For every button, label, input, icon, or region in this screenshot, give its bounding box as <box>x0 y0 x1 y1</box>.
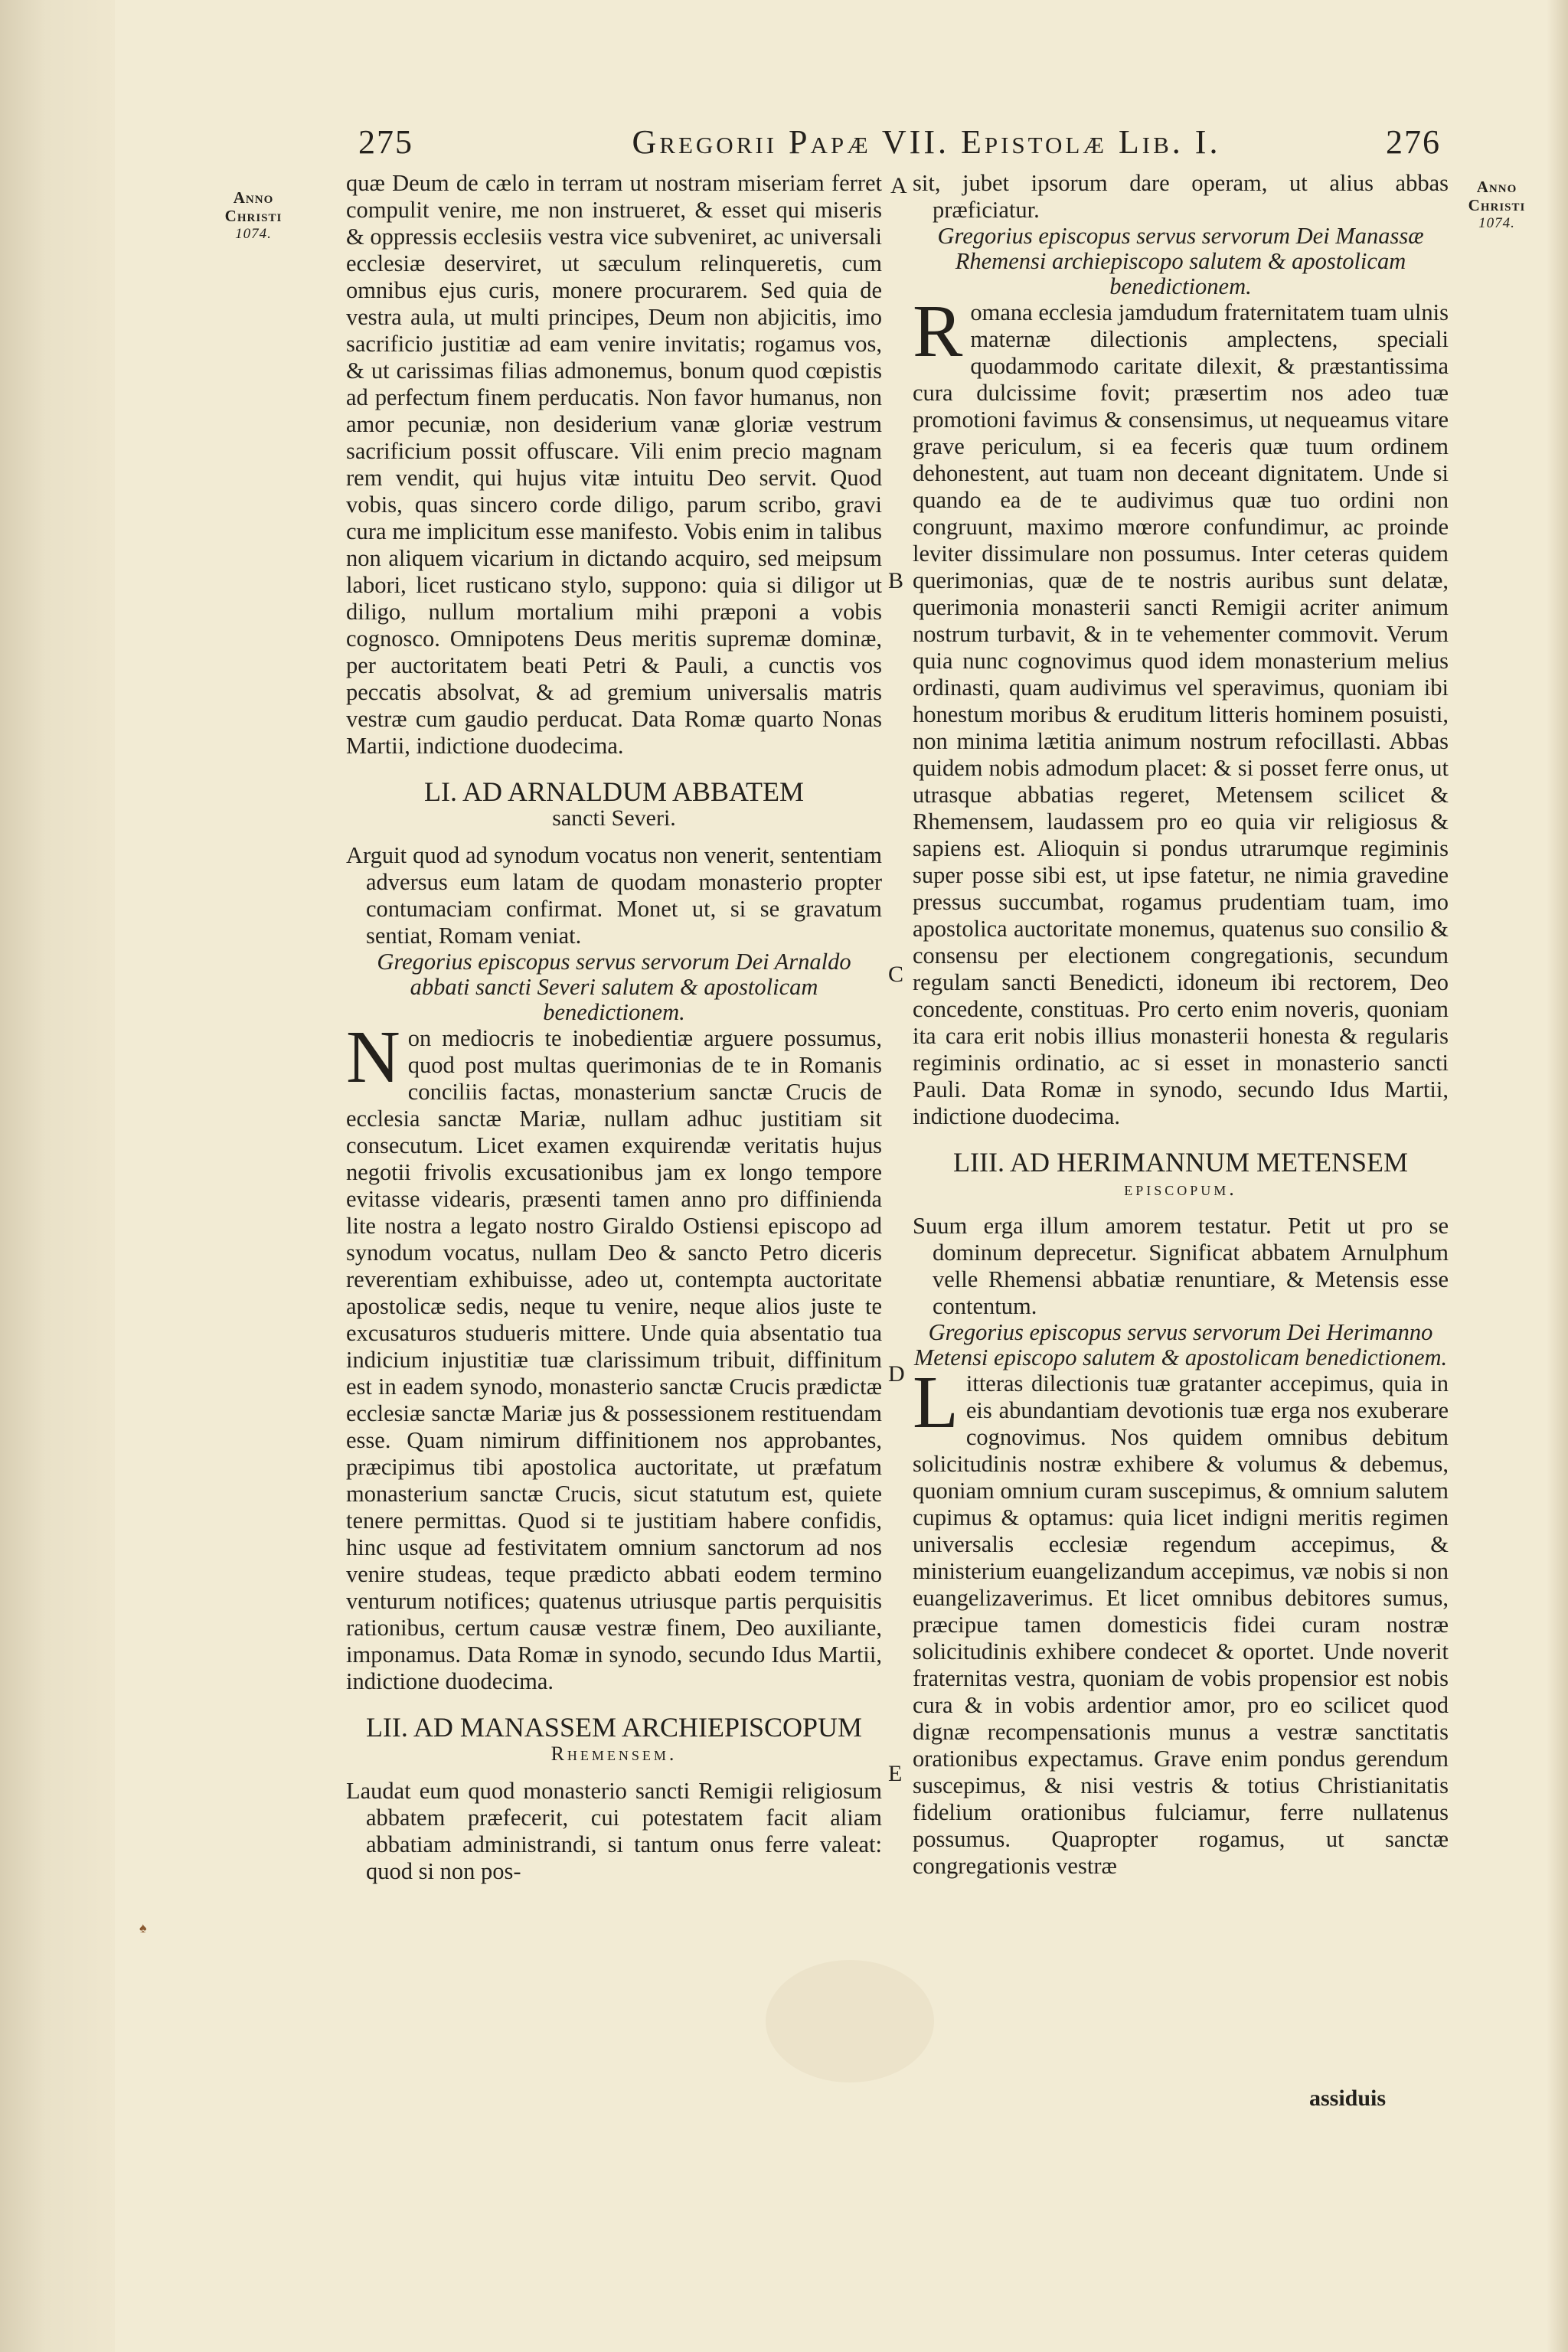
letter-51-subheading: sancti Severi. <box>552 805 676 831</box>
margin-note-year: 1074. <box>1478 215 1515 231</box>
left-column <box>346 170 882 1885</box>
letter-53-heading: LIII. AD HERIMANNUM METENSEM <box>953 1147 1408 1178</box>
letter-51-body: Non mediocris te inobedientiæ arguere possumus, quod post multas querimonias de te in Romanis conciliis factas, monasterium sanctæ Crucis de ecclesia sanctæ Mariæ, nullam adhuc justitiam sit consecutum. Licet examen exquirendæ veritatis hujus negotii frivolis excusationibus jam ex longo tempore evitasse videaris, præsenti tamen anno pro diffinienda lite nostra a legato nostro Giraldo Ostiensi episcopo ad synodum vocatus, nullam Deo & sancto Petro diceris reverentiam exhibuisse, adeo ut, contempta auctoritate apostolicæ sedis, neque tu venire, neque alios juste te excusaturos studueris mittere. Unde quia absentatio tua indicium injustitiæ tuæ clarissimum tribuit, diffinitum est in eadem synodo, monasterio sanctæ Crucis prædictæ ecclesiæ sanctæ Mariæ jus & possessionem restituendam esse. Quam nimirum diffinitionem nos approbantes, præcipimus tibi apostolica auctoritate, ut præfatum monasterium sanctæ Crucis, sicut statutum est, quiete tenere permittas. Quod si te justitiam habere confidis, hinc usque ad festivitatem omnium sanctorum ad nos venire studeas, teque prædicto abbati eodem termino venturum notifices; quatenus utriusque partis perquisitis rationibus, certum causæ vestræ finem, Deo auxiliante, imponamus. Data Romæ in synodo, secundo Idus Martii, indictione duodecima. <box>346 1016 882 1694</box>
section-mark-c: C <box>888 962 904 987</box>
page-number-left: 275 <box>358 123 413 161</box>
paper-stain <box>766 1960 934 2082</box>
running-title: Gregorii Papæ VII. Epistolæ Lib. I. <box>632 123 1221 161</box>
section-mark-e: E <box>888 1761 903 1786</box>
section-mark-a: A <box>890 173 907 198</box>
letter-52-summary: Laudat eum quod monasterio sancti Remigii religiosum abbatem præfecerit, cui potestatem facit aliam abbatiam administrandi, si tantum onus ferre valeat: quod si non pos- <box>346 1778 882 1884</box>
ink-blot-mark: ♠ <box>139 1920 147 1936</box>
letter-51-salutation: Gregorius episcopus servus servorum Dei Arnaldo abbati sancti Severi salutem & apostolicam benedictionem. <box>377 949 851 1025</box>
right-column <box>913 170 1449 1880</box>
letter-51-heading: LI. AD ARNALDUM ABBATEM <box>423 776 805 807</box>
margin-note-christi: Christi <box>1468 196 1526 214</box>
page-edge <box>1547 0 1568 2352</box>
letter-53-salutation: Gregorius episcopus servus servorum Dei Herimanno Metensi episcopo salutem & apostolicam benedictionem. <box>913 1319 1448 1370</box>
section-mark-d: D <box>888 1361 905 1387</box>
margin-note-left <box>211 188 296 243</box>
letter-53-subheading: episcopum. <box>1124 1178 1237 1200</box>
letter-51-summary: Arguit quod ad synodum vocatus non venerit, sententiam adversus eum latam de quodam monasterio propter contumaciam confirmat. Monet ut, si se gravatum sentiat, Romam veniat. <box>346 842 882 949</box>
margin-note-christi: Christi <box>224 207 283 225</box>
margin-note-year: 1074. <box>235 226 272 242</box>
letter-53-body: Litteras dilectionis tuæ gratanter accepimus, quia in eis abundantiam devotionis tuæ erga nos exuberare cognovimus. Nos quidem omnibus debitum solicitudinis nostræ exhibere & volumus & debemus, quoniam omnium curam suscepimus, & omnium salutem cupimus & optamus: quia licet indigni meritis regimen universalis ecclesiæ regendum accepimus, & ministerium euangelizandum accepimus, væ nobis si non euangelizaverimus. Et licet omnibus debitores sumus, præcipue tamen domesticis fidei curam nostræ solicitudinis exhibere condecet & oportet. Unde noverit fraternitas vestra, quoniam de vobis propensior est nobis cura & in vobis ardentior amor, pro eo scilicet quod dignæ recompensationis munus a vestræ sanctitatis orationibus expectamus. Grave enim pondus gerendum suscepimus, & nisi vestris & totius Christianitatis fidelium orationibus fulciamur, ferre nullatenus possumus. Quapropter rogamus, ut sanctæ congregationis vestræ <box>913 1361 1449 1879</box>
margin-note-anno: Anno <box>1476 178 1517 196</box>
page-number-right: 276 <box>1386 123 1441 161</box>
margin-note-right <box>1455 178 1539 233</box>
letter-52-heading: LII. AD MANASSEM ARCHIEPISCOPUM <box>365 1712 863 1743</box>
letter-52-salutation: Gregorius episcopus servus servorum Dei Manassæ Rhemensi archiepiscopo salutem & apostolicam benedictionem. <box>937 223 1424 299</box>
letter-52-body: Romana ecclesia jamdudum fraternitatem tuam ulnis maternæ dilectionis amplectens, speciali quodammodo caritate dilexit, & præstantissima cura dulcissime fovit; præsertim nos adeo tuæ promotioni favimus & consensimus, ut nequeamus vitare grave periculum, si ea feceris quæ tuum ordinem dehonestent, aut tuam non deceant dignitatem. Unde si quando ea de te audivimus quæ tuo ordini non congruunt, maximo mœrore confundimur, ac proinde leviter dissimulare non possumus. Inter ceteras quidem querimonias, quæ de te nostris auribus sunt delatæ, querimonia monasterii sancti Remigii acriter animum nostrum turbavit, & in te vehementer commovit. Verum quia nunc cognovimus quod idem monasterium melius ordinasti, quam audivimus vel speravimus, quoniam ibi honestum moribus & eruditum litteris hominem posuisti, non minima lætitia animum nostrum refocillasti. Abbas quidem nobis admodum placet: & si posset ferre onus, ut utrasque abbatias regeret, Metensem scilicet & Rhemensem, laudassem pro eo quia vir religiosus & sapiens est. Alioquin si pondus utrarumque regiminis super posse sibi est, ut ipse fatetur, ne nimia gravedine pressus succumbat, rogamus prudentiam tuam, imo apostolica auctoritate monemus, quatenus suo consilio & consensu per electionem congregationis, secundum regulam sancti Benedicti, idoneum ibi rectorem, Deo concedente, constituas. Pro certo enim noveris, quoniam ita cara erit nobis illius monasterii honesta & regularis regiminis ordinatio, ac si esset in monasterio sancti Pauli. Data Romæ in synodo, secundo Idus Martii, indictione duodecima. <box>913 290 1449 1129</box>
margin-note-anno: Anno <box>233 188 274 207</box>
binding-gutter <box>0 0 115 2352</box>
letter-50-continuation: quæ Deum de cælo in terram ut nostram miseriam ferret compulit venire, me non instrueret, & esset qui miseris & oppressis ecclesiis vestra vice subveniret, ac universali ecclesiæ deserviret, ut sæculum relinqueretis, cum omnibus ejus curis, monere procurarem. Sed quia de vestra aula, ut multi principes, Deum non abjicitis, imo sacrificio justitiæ ad eam venire invitatis; rogamus vos, & ut carissimas filias admonemus, bonum quod cœpistis ad perfectum finem perducatis. Non favor humanus, non amor pecuniæ, non desiderium vanæ gloriæ vestrum sacrificium possit offuscare. Vili enim precio magnam rem vendit, qui hujus vitæ intuitu Deo servit. Quod vobis, quas sincero corde diligo, parum scribo, gravi cura me implicitum esse manifesto. Vobis enim in talibus non aliquem vicarium in dictando acquiro, sed meipsum labori, licet rusticano stylo, suppono: quia si diligor ut diligo, nullum mortalium mihi præponi a vobis cognosco. Omnipotens Deus meritis supremæ dominæ, per auctoritatem beati Petri & Pauli, a cunctis vos peccatis absolvat, & ad gremium universalis matris vestræ cum gaudio perducat. Data Romæ quarto Nonas Martii, indictione duodecima. <box>346 170 882 759</box>
letter-52-summary-continued: sit, jubet ipsorum dare operam, ut alius abbas præficiatur. <box>913 170 1449 223</box>
section-mark-b: B <box>888 568 904 593</box>
letter-52-subheading: Rhemensem. <box>550 1743 678 1765</box>
letter-53-summary: Suum erga illum amorem testatur. Petit ut pro se dominum deprecetur. Significat abbatem Arnulphum velle Rhemensi abbatiæ renuntiare, & Metensis esse contentum. <box>913 1213 1449 1319</box>
catchword: assiduis <box>1309 2086 1387 2111</box>
